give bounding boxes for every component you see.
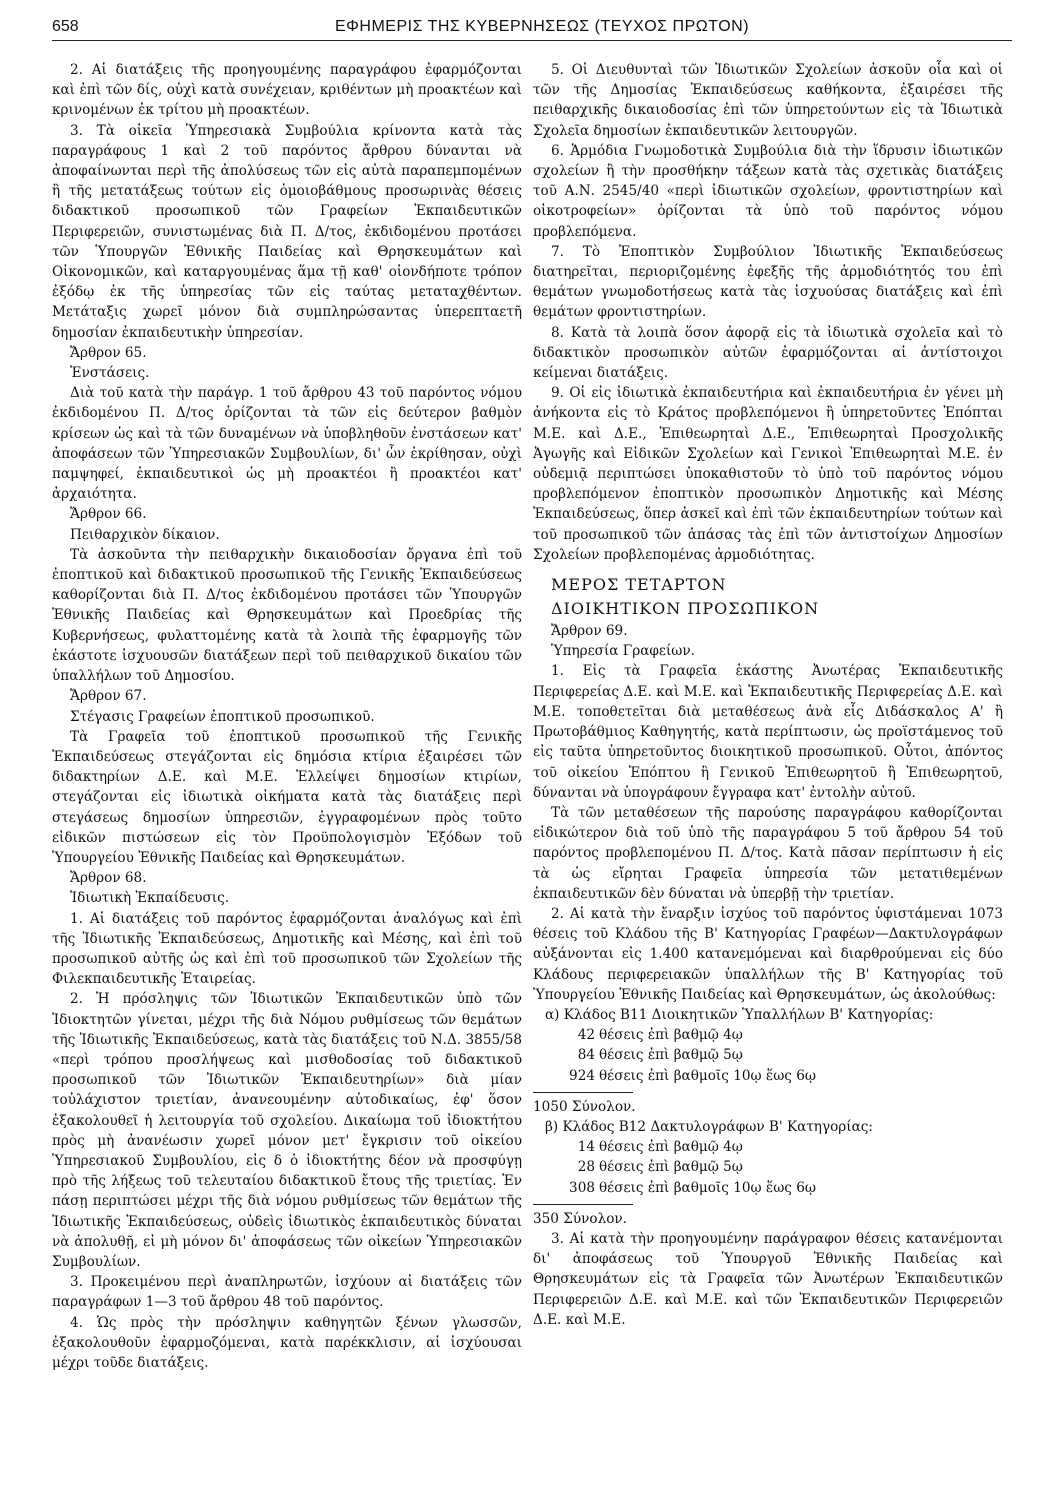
article-heading: Ἄρθρον 66. [70, 506, 147, 523]
right-column [533, 60, 1003, 1330]
paragraph: Τὰ ἀσκοῦντα τὴν πειθαρχικὴν δικαιοδοσίαν ὄργανα ἐπὶ τοῦ ἐποπτικοῦ καὶ διδακτικοῦ προσωπικοῦ τῆς Γενικῆς Ἐκπαιδεύσεως καθορίζονται διὰ Π. Δ/τος ἐκδιδομένου προτάσει τῶν Ὑπουργῶν Ἐθνικῆς Παιδείας καὶ Θρησκευμάτων καὶ Προεδρίας τῆς Κυβερνήσεως, φυλαττομένης κατὰ τὰ λοιπὰ τῆς ἐφαρμογῆς τῶν ἑκάστοτε ἰσχυουσῶν διατάξεων περὶ τοῦ πειθαρχικοῦ δικαίου τῶν ὑπαλλήλων τοῦ Δημοσίου. [52, 546, 522, 685]
paragraph: 3. Τὰ οἰκεῖα Ὑπηρεσιακὰ Συμβούλια κρίνοντα κατὰ τὰς παραγράφους 1 καὶ 2 τοῦ παρόντος ἄρθρου δύνανται νὰ ἀποφαίνωνται περὶ τῆς ἀπολύσεως τῶν εἰς αὐτὰ παραπεμπομένων ἢ τῆς μετατάξεως τούτων εἰς ὁμοιοβάθμους προσωρινὰς θέσεις διδακτικοῦ προσωπικοῦ τῶν Γραφείων Ἐκπαιδευτικῶν Περιφερειῶν, συνιστωμένας διὰ Π. Δ/τος, ἐκδιδομένου προτάσει τῶν Ὑπουργῶν Ἐθνικῆς Παιδείας καὶ Θρησκευμάτων καὶ Οἰκονομικῶν, καὶ καταργουμένας ἅμα τῇ καθ' οἱονδήποτε τρόπον ἐξόδῳ ἐκ τῆς ὑπηρεσίας τῶν εἰς ταύτας μεταταχθέντων. Μετάταξις χωρεῖ μόνον διὰ συμπληρώσαντας ὑπερεπταετῆ δημοσίαν ἐκπαιδευτικὴν ὑπηρεσίαν. [52, 122, 522, 341]
paragraph: 2. Αἱ κατὰ τὴν ἔναρξιν ἰσχύος τοῦ παρόντος ὑφιστάμεναι 1073 θέσεις τοῦ Κλάδου τῆς Β' Κατηγορίας Γραφέων—Δακτυλογράφων αὐξάνονται εἰς 1.400 κατανεμόμεναι καὶ διαρθρούμεναι εἰς δύο Κλάδους περιφερειακῶν ὑπαλλήλων τῆς Β' Κατηγορίας τοῦ Ὑπουργείου Ἐθνικῆς Παιδείας καὶ Θρησκευμάτων, ὡς ἀκολούθως: [533, 905, 1003, 1003]
paragraph: Διὰ τοῦ κατὰ τὴν παράγρ. 1 τοῦ ἄρθρου 43 τοῦ παρόντος νόμου ἐκδιδομένου Π. Δ/τος ὁρίζονται τὰ τῶν εἰς δεύτερον βαθμὸν κρίσεων ὡς καὶ τὰ τῶν δυναμένων νὰ ὑποβληθοῦν ἐνστάσεων κατ' ἀποφάσεων τῶν Ὑπηρεσιακῶν Συμβουλίων, δι' ὧν ἐκρίθησαν, οὐχὶ παμψηφεί, ἐκπαιδευτικοὶ ὡς μὴ προακτέοι ἢ προακτέοι κατ' ἀρχαιότητα. [52, 385, 522, 503]
paragraph: 2. Αἱ διατάξεις τῆς προηγουμένης παραγράφου ἐφαρμόζονται καὶ ἐπὶ τῶν δίς, οὐχὶ κατὰ συνέχειαν, κριθέντων μὴ προακτέων καὶ κρινομένων ἐκ τρίτου μὴ προακτέων. [52, 62, 522, 119]
list-heading: β) Κλάδος Β12 Δακτυλογράφων Β' Κατηγορίας: [545, 1118, 873, 1135]
paragraph: Τὰ τῶν μεταθέσεων τῆς παρούσης παραγράφου καθορίζονται εἰδικώτερον διὰ τοῦ ὑπὸ τῆς παραγράφου 5 τοῦ ἄρθρου 54 τοῦ παρόντος προβλεπομένου Π. Δ/τος. Κατὰ πᾶσαν περίπτωσιν ἡ εἰς τὰ ὡς εἴρηται Γραφεῖα ὑπηρεσία τῶν μετατιθεμένων ἐκπαιδευτικῶν δὲν δύναται νὰ ὑπερβῇ τὴν τριετίαν. [533, 804, 1003, 902]
article-title: Ἰδιωτικὴ Ἐκπαίδευσις. [70, 890, 230, 907]
article-title: Ἐνστάσεις. [70, 365, 150, 382]
position-count: 84 [577, 1047, 595, 1064]
article-title: Ὑπηρεσία Γραφείων. [551, 643, 695, 660]
total-rule [533, 1204, 633, 1205]
position-label: θέσεις ἐπὶ βαθμῷ 4ῳ [599, 1027, 743, 1044]
article-title: Πειθαρχικὸν δίκαιον. [70, 526, 220, 543]
paragraph: 3. Αἱ κατὰ τὴν προηγουμένην παράγραφον θέσεις κατανέμονται δι' ἀποφάσεως τοῦ Ὑπουργοῦ Ἐθνικῆς Παιδείας καὶ Θρησκευμάτων εἰς τὰ Γραφεῖα τῶν Ἀνωτέρων Ἐκπαιδευτικῶν Περιφερειῶν Δ.Ε. καὶ Μ.Ε. καὶ τῶν Ἐκπαιδευτικῶν Περιφερειῶν Δ.Ε. καὶ Μ.Ε. [533, 1230, 1003, 1328]
paragraph: 7. Τὸ Ἐποπτικὸν Συμβούλιον Ἰδιωτικῆς Ἐκπαιδεύσεως διατηρεῖται, περιοριζομένης ἐφεξῆς τῆς ἁρμοδιότητός του ἐπὶ θεμάτων γνωμοδοτήσεως κατὰ τὰς ἰσχυούσας διατάξεις καὶ ἐπὶ θεμάτων φροντιστηρίων. [533, 243, 1003, 321]
position-count: 308 [569, 1179, 595, 1196]
article-title: Στέγασις Γραφείων ἐποπτικοῦ προσωπικοῦ. [70, 708, 375, 725]
position-label: θέσεις ἐπὶ βαθμοῖς 10ῳ ἕως 6ῳ [599, 1179, 816, 1196]
list-item [557, 1157, 1003, 1177]
position-label: θέσεις ἐπὶ βαθμῷ 5ῳ [599, 1047, 743, 1064]
article-heading: Ἄρθρον 69. [551, 623, 628, 640]
left-column [52, 60, 522, 1373]
position-count: 28 [577, 1159, 595, 1176]
list-heading: α) Κλάδος Β11 Διοικητικῶν Ὑπαλλήλων Β' Κατηγορίας: [545, 1006, 934, 1023]
paragraph: Τὰ Γραφεῖα τοῦ ἐποπτικοῦ προσωπικοῦ τῆς Γενικῆς Ἐκπαιδεύσεως στεγάζονται εἰς δημόσια κτίρια ἐξαιρέσει τῶν διδακτηρίων Δ.Ε. καὶ Μ.Ε. Ἐλλείψει δημοσίων κτιρίων, στεγάζονται εἰς ἰδιωτικὰ οἰκήματα κατὰ τὰς διατάξεις περὶ στεγάσεως δημοσίων ὑπηρεσιῶν, ἐγγραφομένων πρὸς τοῦτο εἰδικῶν πιστώσεων εἰς τὸν Προϋπολογισμὸν Ἐξόδων τοῦ Ὑπουργείου Ἐθνικῆς Παιδείας καὶ Θρησκευμάτων. [52, 728, 522, 866]
position-label: θέσεις ἐπὶ βαθμῷ 4ῳ [599, 1139, 743, 1156]
header-rule [52, 40, 1012, 41]
position-count: 924 [569, 1067, 595, 1084]
paragraph: 4. Ὡς πρὸς τὴν πρόσληψιν καθηγητῶν ξένων γλωσσῶν, ἐξακολουθοῦν ἐφαρμοζόμεναι, κατὰ παρέκκλισιν, αἱ ἰσχύουσαι μέχρι τοῦδε διατάξεις. [52, 1314, 522, 1371]
paragraph: 5. Οἱ Διευθυνταὶ τῶν Ἰδιωτικῶν Σχολείων ἀσκοῦν οἷα καὶ οἱ τῶν τῆς Δημοσίας Ἐκπαιδεύσεως καθήκοντα, ἐξαιρέσει τῆς πειθαρχικῆς δικαιοδοσίας ἐπὶ τῶν ὑπηρετούντων εἰς τὰ Ἰδιωτικὰ Σχολεῖα δημοσίων ἐκπαιδευτικῶν λειτουργῶν. [533, 62, 1003, 139]
list-item [557, 1025, 1003, 1045]
paragraph: 6. Ἁρμόδια Γνωμοδοτικὰ Συμβούλια διὰ τὴν ἵδρυσιν ἰδιωτικῶν σχολείων ἢ τὴν προσθήκην τάξεων κατὰ τὰς σχετικὰς διατάξεις τοῦ Α.Ν. 2545/40 «περὶ ἰδιωτικῶν σχολείων, φροντιστηρίων καὶ οἰκοτροφείων» ὁρίζονται τὰ ὑπὸ τοῦ παρόντος νόμου προβλεπόμενα. [533, 142, 1003, 240]
article-heading: Ἄρθρον 68. [70, 870, 147, 887]
part-heading: ΜΕΡΟΣ ΤΕΤΑΡΤΟΝ [551, 575, 727, 595]
paragraph: 3. Προκειμένου περὶ ἀναπληρωτῶν, ἰσχύουν αἱ διατάξεις τῶν παραγράφων 1—3 τοῦ ἄρθρου 48 τοῦ παρόντος. [52, 1274, 522, 1311]
paragraph: 1. Εἰς τὰ Γραφεῖα ἑκάστης Ἀνωτέρας Ἐκπαιδευτικῆς Περιφερείας Δ.Ε. καὶ Μ.Ε. καὶ Ἐκπαιδευτικῆς Περιφερείας Δ.Ε. καὶ Μ.Ε. τοποθετεῖται διὰ μεταθέσεως ἀνὰ εἷς Διδάσκαλος Α' ἢ Πρωτοβάθμιος Καθηγητής, κατὰ περίπτωσιν, ὡς προϊστάμενος τοῦ εἰς ταῦτα ὑπηρετοῦντος διοικητικοῦ προσωπικοῦ. Οὗτοι, ἀπόντος τοῦ οἰκείου Ἐπόπτου ἢ Γενικοῦ Ἐπιθεωρητοῦ ἢ Ἐπιθεωρητοῦ, δύνανται νὰ ὑπογράφουν ἔγγραφα κατ' ἐντολὴν αὐτοῦ. [533, 663, 1003, 801]
list-total: 350 Σύνολον. [533, 1210, 627, 1227]
positions-list-b [533, 1137, 1003, 1198]
article-heading: Ἄρθρον 65. [70, 344, 147, 361]
list-item [557, 1066, 1003, 1086]
paragraph: 1. Αἱ διατάξεις τοῦ παρόντος ἐφαρμόζονται ἀναλόγως καὶ ἐπὶ τῆς Ἰδιωτικῆς Ἐκπαιδεύσεως, Δημοτικῆς καὶ Μέσης, καὶ ἐπὶ τοῦ προσωπικοῦ αὐτῆς ὡς καὶ ἐπὶ τοῦ προσωπικοῦ τῶν Σχολείων τῆς Φιλεκπαιδευτικῆς Ἑταιρείας. [52, 910, 522, 988]
position-count: 14 [577, 1139, 595, 1156]
list-item [557, 1137, 1003, 1157]
article-heading: Ἄρθρον 67. [70, 688, 147, 705]
position-label: θέσεις ἐπὶ βαθμῷ 5ῳ [599, 1159, 743, 1176]
page-header [52, 14, 1012, 40]
total-rule [533, 1092, 633, 1093]
paragraph: 2. Ἡ πρόσληψις τῶν Ἰδιωτικῶν Ἐκπαιδευτικῶν ὑπὸ τῶν Ἰδιοκτητῶν γίνεται, μέχρι τῆς διὰ Νόμου ρυθμίσεως τῶν θεμάτων τῆς Ἰδιωτικῆς Ἐκπαιδεύσεως, κατὰ τὰς διατάξεις τοῦ Ν.Δ. 3855/58 «περὶ τρόπου προσλήψεως καὶ μισθοδοσίας τοῦ διδακτικοῦ προσωπικοῦ τῶν Ἰδιωτικῶν Ἐκπαιδευτηρίων» διὰ μίαν τοὐλάχιστον τριετίαν, ἀνανεουμένην αὐτοδικαίως, ἐφ' ὅσον ἐξακολουθεῖ ἡ λειτουργία τοῦ σχολείου. Δικαίωμα τοῦ ἰδιοκτήτου πρὸς μὴ ἀνανέωσιν χωρεῖ μόνον μετ' ἔγκρισιν τοῦ οἰκείου Ὑπηρεσιακοῦ Συμβουλίου, εἰς δ ὁ ἰδιοκτήτης δέον νὰ προσφύγῃ πρὸ τῆς λήξεως τοῦ τελευταίου διδακτικοῦ ἔτους τῆς τριετίας. Ἐν πάσῃ περιπτώσει μέχρι τῆς διὰ νόμου ρυθμίσεως τῶν θεμάτων τῆς Ἰδιωτικῆς Ἐκπαιδεύσεως, οὐδεὶς ἰδιωτικὸς ἐκπαιδευτικὸς δύναται νὰ ἀπολυθῇ, εἰ μὴ μόνον δι' ἀποφάσεως τῶν οἰκείων Ὑπηρεσιακῶν Συμβουλίων. [52, 991, 522, 1270]
gazette-title: ΕΦΗΜΕΡΙΣ ΤΗΣ ΚΥΒΕΡΝΗΣΕΩΣ (ΤΕΥΧΟΣ ΠΡΩΤΟΝ) [334, 18, 750, 35]
position-label: θέσεις ἐπὶ βαθμοῖς 10ῳ ἕως 6ῳ [599, 1067, 816, 1084]
positions-list-a [533, 1025, 1003, 1086]
list-total: 1050 Σύνολον. [533, 1098, 636, 1115]
page-number: 658 [52, 18, 79, 35]
position-count: 42 [577, 1027, 595, 1044]
part-title: ΔΙΟΙΚΗΤΙΚΟΝ ΠΡΟΣΩΠΙΚΟΝ [551, 599, 820, 619]
paragraph: 8. Κατὰ τὰ λοιπὰ ὅσον ἀφορᾷ εἰς τὰ ἰδιωτικὰ σχολεῖα καὶ τὸ διδακτικὸν προσωπικὸν αὐτῶν ἐφαρμόζονται αἱ ἀντίστοιχοι κείμεναι διατάξεις. [533, 324, 1003, 382]
paragraph: 9. Οἱ εἰς ἰδιωτικὰ ἐκπαιδευτήρια καὶ ἐκπαιδευτήρια ἐν γένει μὴ ἀνήκοντα εἰς τὸ Κράτος προβλεπόμενοι ἢ ὑπηρετοῦντες Ἐπόπται Μ.Ε. καὶ Δ.Ε., Ἐπιθεωρηταὶ Δ.Ε., Ἐπιθεωρηταὶ Προσχολικῆς Ἀγωγῆς καὶ Εἰδικῶν Σχολείων καὶ Γενικοὶ Ἐπιθεωρηταὶ Μ.Ε. ἐν οὐδεμιᾷ περιπτώσει ὑποκαθιστοῦν τὸ ὑπὸ τοῦ παρόντος νόμου προβλεπόμενον ἐποπτικὸν προσωπικὸν Δημοτικῆς καὶ Μέσης Ἐκπαιδεύσεως, ὅπερ ἀσκεῖ καὶ ἐπὶ τῶν ἐκπαιδευτηρίων τούτων καὶ τοῦ προσωπικοῦ τῶν ἁπάσας τὰς ἐπὶ τῶν ἀντιστοίχων Δημοσίων Σχολείων προβλεπομένας ἁρμοδιότητας. [533, 385, 1003, 563]
list-item [557, 1178, 1003, 1198]
list-item [557, 1045, 1003, 1065]
